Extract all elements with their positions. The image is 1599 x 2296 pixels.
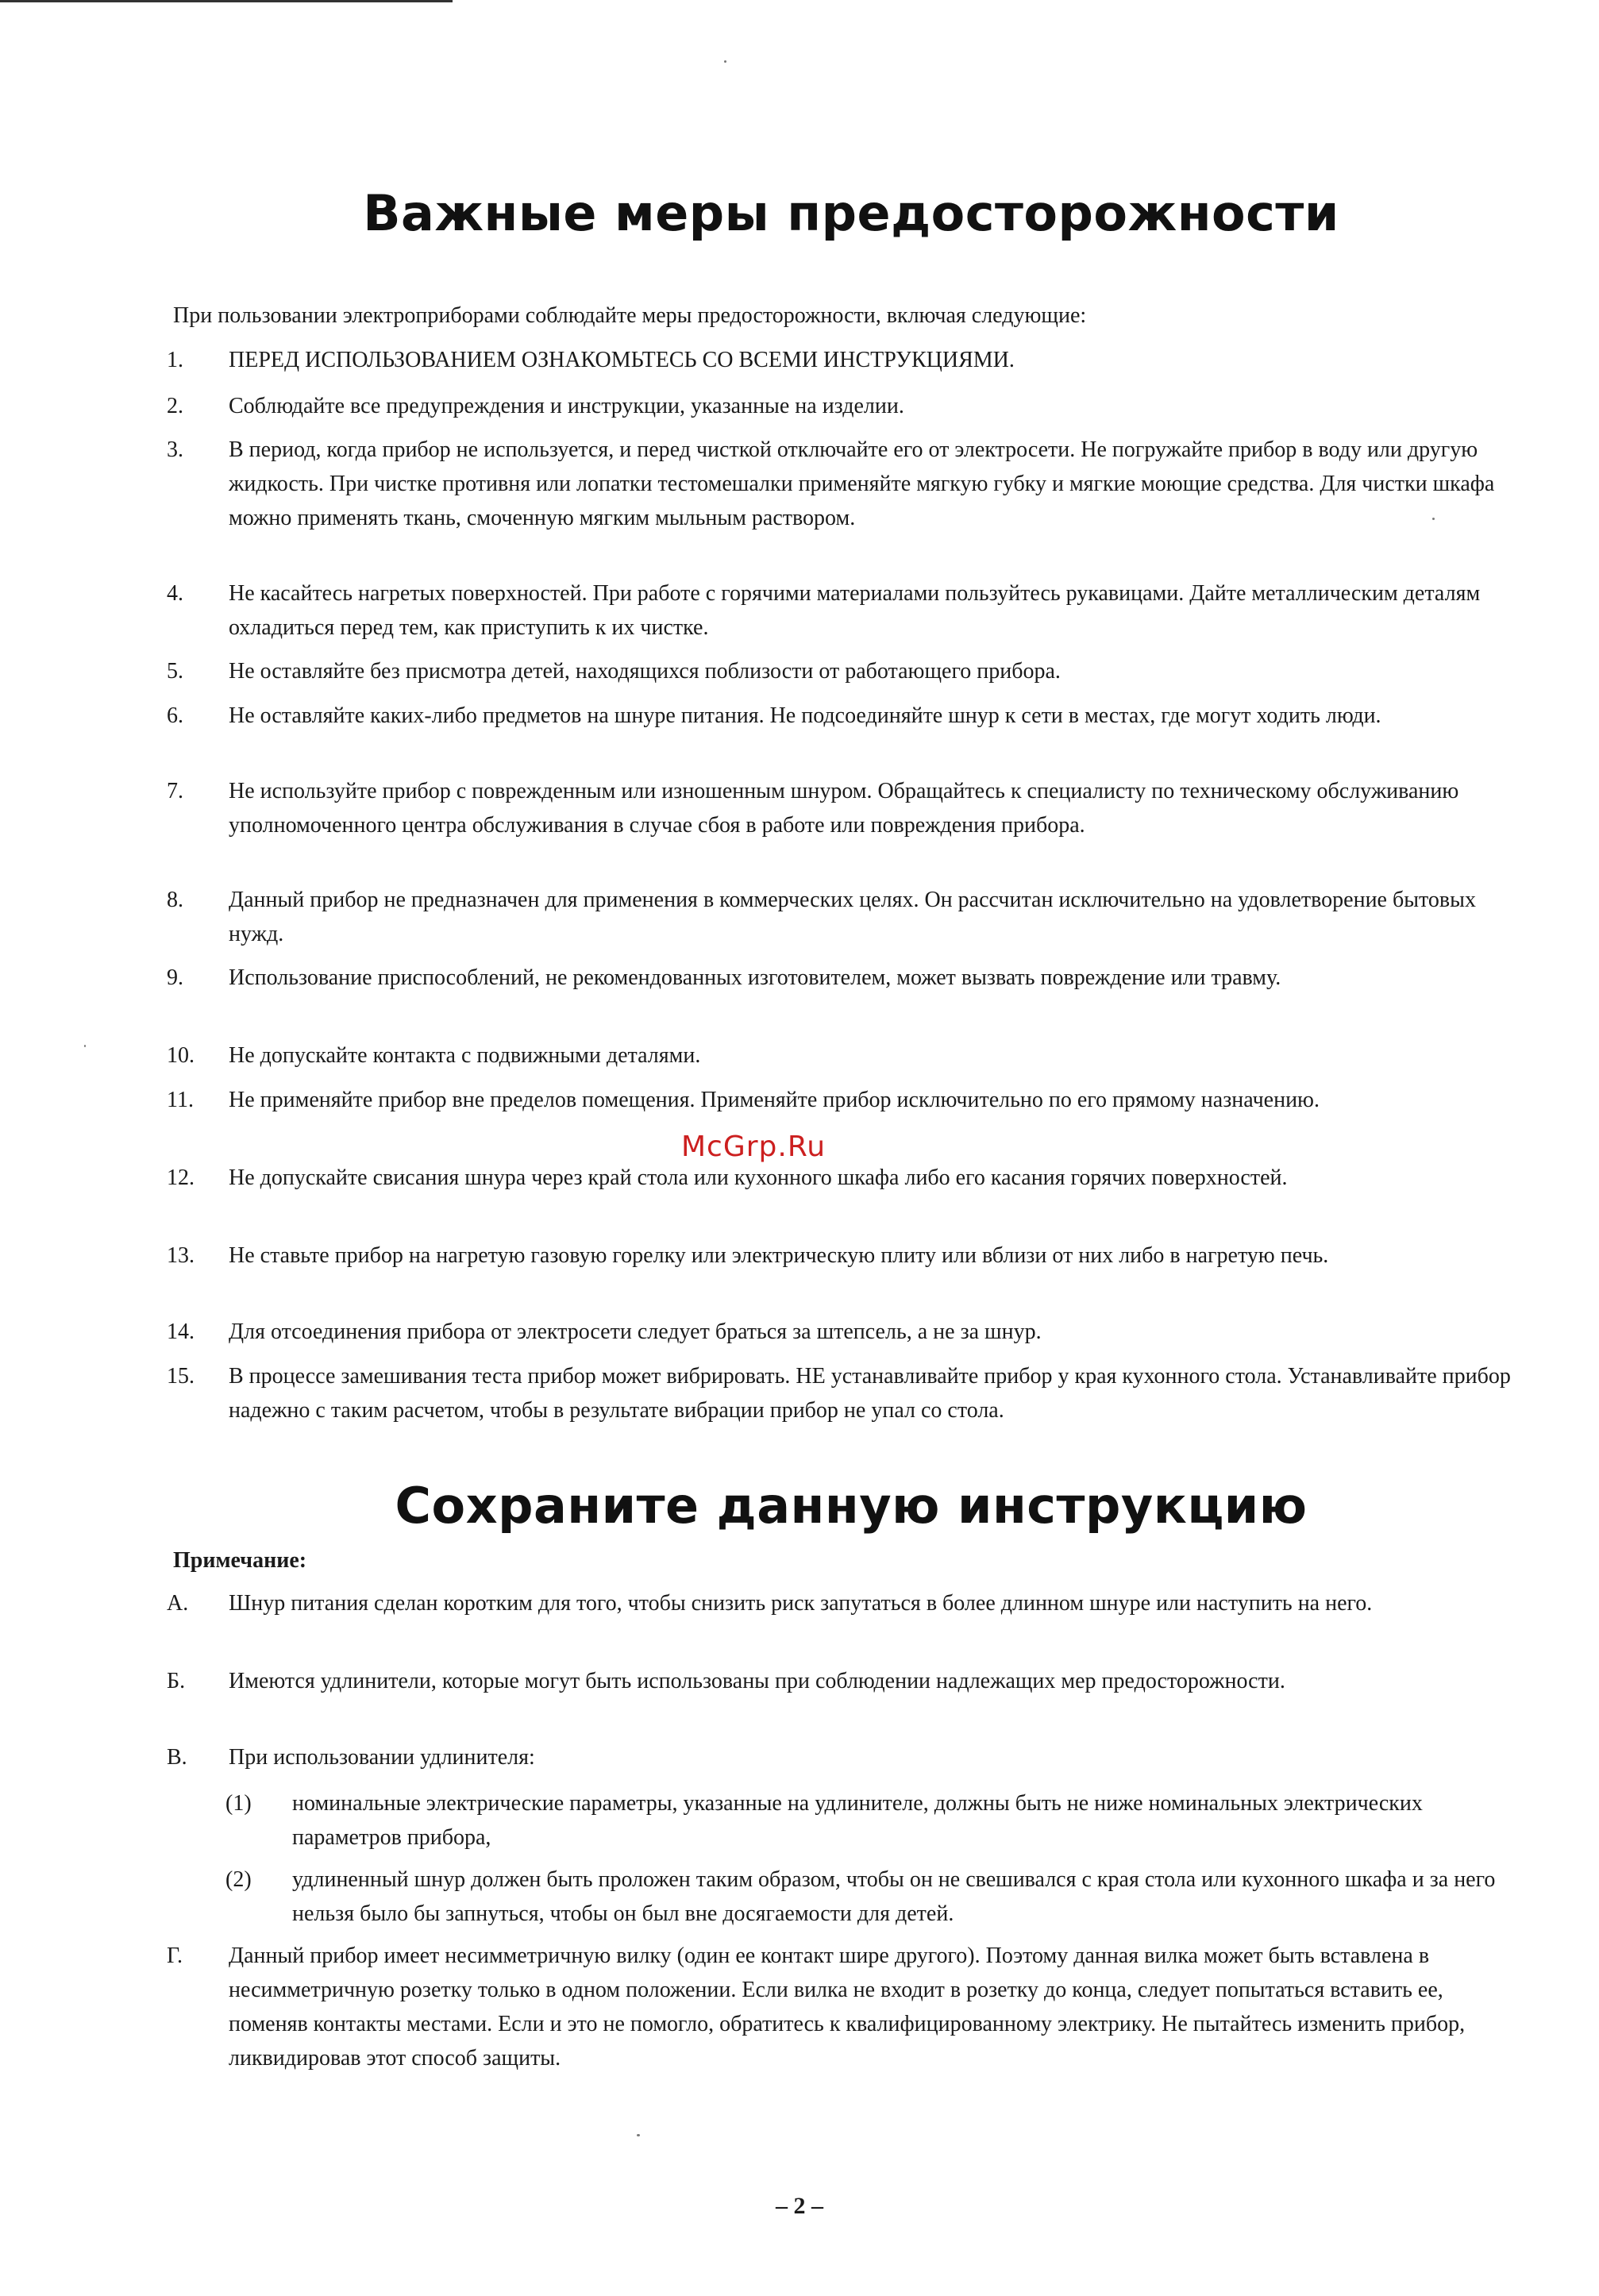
item-text: Не используйте прибор с поврежденным или изношенным шнуром. Обращайтесь к специалисту по техническому обслуживанию уполномоченного центра обслуживания в случае сбоя в работе или повреждения прибора. — [229, 779, 1459, 838]
item-number: 2. — [167, 394, 183, 418]
item-text: ПЕРЕД ИСПОЛЬЗОВАНИЕМ ОЗНАКОМЬТЕСЬ СО ВСЕМИ ИНСТРУКЦИЯМИ. — [229, 348, 1015, 372]
item-number: 10. — [167, 1043, 195, 1068]
item-number: 5. — [167, 659, 183, 684]
item-text: Соблюдайте все предупреждения и инструкции, указанные на изделии. — [229, 394, 904, 418]
scan-speck — [724, 60, 726, 63]
item-number: 7. — [167, 779, 183, 803]
item-number: 1. — [167, 348, 183, 372]
item-number: 9. — [167, 965, 183, 990]
item-number: 8. — [167, 888, 183, 912]
item-number: 12. — [167, 1165, 195, 1190]
subnote-text: удлиненный шнур должен быть проложен таким образом, чтобы он не свешивался с края стола или кухонного шкафа и за него нельзя было бы запнуться, чтобы он был вне досягаемости для детей. — [292, 1867, 1496, 1926]
note-letter: А. — [167, 1591, 189, 1616]
save-instructions-heading: Сохраните данную инструкцию — [395, 1477, 1308, 1535]
item-number: 14. — [167, 1319, 195, 1344]
item-number: 4. — [167, 581, 183, 606]
note-text: Шнур питания сделан коротким для того, чтобы снизить риск запутаться в более длинном шнуре или наступить на него. — [229, 1591, 1373, 1616]
subnote-text: номинальные электрические параметры, указанные на удлинителе, должны быть не ниже номинальных электрических параметров прибора, — [292, 1791, 1423, 1850]
item-number: 15. — [167, 1364, 195, 1389]
scan-speck — [84, 1045, 86, 1047]
item-text: Для отсоединения прибора от электросети следует браться за штепсель, а не за шнур. — [229, 1319, 1042, 1344]
item-text: Не ставьте прибор на нагретую газовую горелку или электрическую плиту или вблизи от них либо в нагретую печь. — [229, 1243, 1329, 1268]
note-letter: Г. — [167, 1944, 183, 1968]
note-label: Примечание: — [173, 1548, 307, 1573]
item-number: 3. — [167, 437, 183, 462]
item-text: Использование приспособлений, не рекомендованных изготовителем, может вызвать повреждение или травму. — [229, 965, 1281, 990]
scan-speck — [637, 2134, 640, 2136]
note-text: Данный прибор имеет несимметричную вилку (один ее контакт шире другого). Поэтому данная вилка может быть вставлена в несимметричную розетку только в одном положении. Если вилка не входит в розетку до конца, следует попытаться вставить ее, поменяв контакты местами. Если и это не помогло, обратитесь к квалифицированному электрику. Не пытайтесь изменить прибор, ликвидировав этот способ защиты. — [229, 1944, 1466, 2071]
subnote-number: (1) — [225, 1791, 252, 1816]
note-text: При использовании удлинителя: — [229, 1745, 535, 1770]
page-number: – 2 – — [776, 2193, 823, 2219]
top-edge-rule — [0, 0, 453, 2]
item-text: Не допускайте контакта с подвижными деталями. — [229, 1043, 701, 1068]
note-letter: В. — [167, 1745, 187, 1770]
item-number: 13. — [167, 1243, 195, 1268]
scan-speck — [1432, 518, 1435, 520]
item-number: 6. — [167, 703, 183, 728]
main-heading: Важные меры предосторожности — [363, 184, 1339, 242]
item-text: Не оставляйте без присмотра детей, находящихся поблизости от работающего прибора. — [229, 659, 1061, 684]
item-text: Не касайтесь нагретых поверхностей. При работе с горячими материалами пользуйтесь рукавицами. Дайте металлическим деталям охладиться перед тем, как приступить к их чистке. — [229, 581, 1481, 640]
site-watermark: McGrp.Ru — [681, 1131, 826, 1163]
item-text: Не допускайте свисания шнура через край стола или кухонного шкафа либо его касания горячих поверхностей. — [229, 1165, 1288, 1190]
item-text: В процессе замешивания теста прибор может вибрировать. НЕ устанавливайте прибор у края кухонного стола. Устанавливайте прибор надежно с таким расчетом, чтобы в результате вибрации прибор не упал со стола. — [229, 1364, 1511, 1423]
subnote-number: (2) — [225, 1867, 252, 1892]
item-text: Не оставляйте каких-либо предметов на шнуре питания. Не подсоединяйте шнур к сети в местах, где могут ходить люди. — [229, 703, 1381, 728]
note-letter: Б. — [167, 1669, 186, 1693]
item-text: В период, когда прибор не используется, и перед чисткой отключайте его от электросети. Не погружайте прибор в воду или другую жидкость. При чистке противня или лопатки тестомешалки применяйте мягкую губку и мягкие моющие средства. Для чистки шкафа можно применять ткань, смоченную мягким мыльным раствором. — [229, 437, 1495, 530]
note-text: Имеются удлинители, которые могут быть использованы при соблюдении надлежащих мер предосторожности. — [229, 1669, 1285, 1693]
item-text: Данный прибор не предназначен для применения в коммерческих целях. Он рассчитан исключительно на удовлетворение бытовых нужд. — [229, 888, 1476, 946]
intro-text: При пользовании электроприборами соблюдайте меры предосторожности, включая следующие: — [173, 303, 1087, 328]
item-text: Не применяйте прибор вне пределов помещения. Применяйте прибор исключительно по его прямому назначению. — [229, 1088, 1320, 1112]
item-number: 11. — [167, 1088, 194, 1112]
